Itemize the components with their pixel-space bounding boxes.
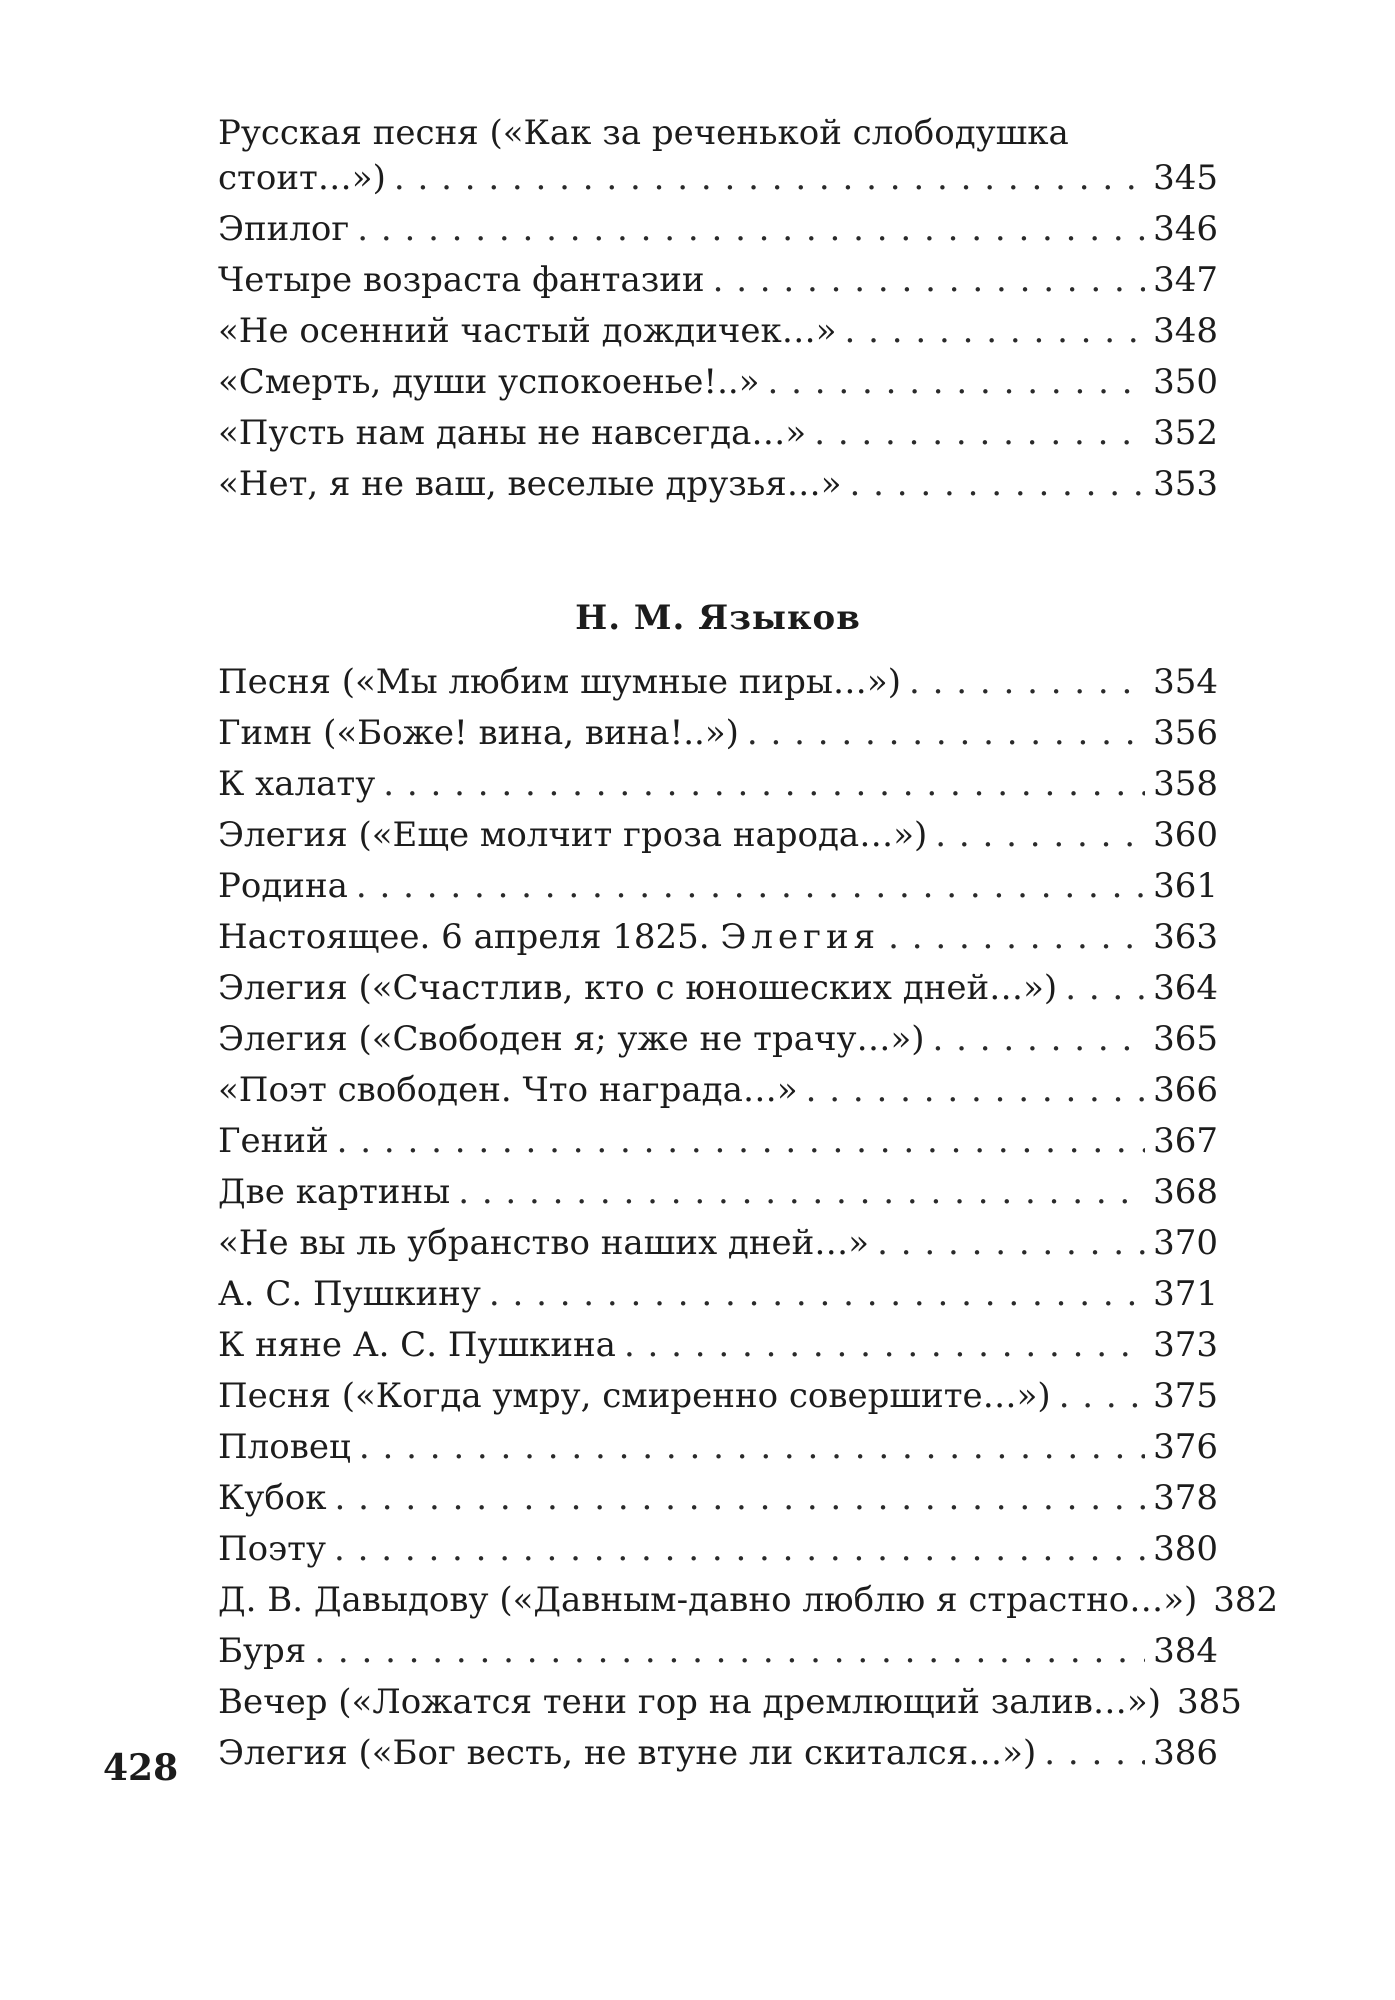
toc-entry-page: 368 [1153,1172,1218,1212]
toc-entry-title-line1: Русская песня («Как за реченькой слободушка [218,113,1069,153]
dot-leader [624,1320,1145,1371]
dot-leader [314,1626,1145,1677]
toc-entry-page: 347 [1153,260,1218,300]
toc-entry[interactable] [218,1065,1218,1116]
toc-entry[interactable] [218,459,1218,510]
dot-leader [814,408,1145,459]
toc-entry-title: Элегия («Еще молчит гроза народа…») [218,815,928,855]
dot-leader [850,459,1146,510]
toc-entry-title: А. С. Пушкину [218,1274,481,1314]
dot-leader [713,255,1146,306]
toc-entry[interactable] [218,810,1218,861]
dot-leader [747,708,1145,759]
toc-entry[interactable] [218,1167,1218,1218]
toc-entry-page: 378 [1153,1478,1218,1518]
toc-entry[interactable] [218,1371,1218,1422]
toc-entry-title: Эпилог [218,209,350,249]
toc-entry[interactable] [218,963,1218,1014]
toc-entry-title: Песня («Когда умру, смиренно совершите…») [218,1376,1051,1416]
toc-entry[interactable] [218,1116,1218,1167]
dot-leader [356,861,1145,912]
toc-entry-page: 384 [1153,1631,1218,1671]
toc-entry-page: 345 [1153,158,1218,198]
toc-entry-title: Элегия («Бог весть, не втуне ли скитался…») [218,1733,1037,1773]
toc-entry-page: 380 [1153,1529,1218,1569]
page-number: 428 [103,1747,179,1789]
toc-entry-page: 348 [1153,311,1218,351]
dot-leader [909,657,1145,708]
toc-entry-page: 367 [1153,1121,1218,1161]
toc-entry[interactable] [218,306,1218,357]
toc-entry-page: 358 [1153,764,1218,804]
dot-leader [489,1269,1145,1320]
toc-section-yazykov [218,657,1279,1779]
dot-leader [394,153,1145,204]
toc-entry-title: «Поэт свободен. Что награда…» [218,1070,798,1110]
toc-entry[interactable] [218,1320,1218,1371]
toc-entry[interactable] [218,1014,1218,1065]
dot-leader [877,1218,1145,1269]
toc-entry-page: 356 [1153,713,1218,753]
toc-entry[interactable] [218,255,1218,306]
toc-entry-title [218,912,880,963]
dot-leader [806,1065,1145,1116]
toc-entry[interactable] [218,708,1218,759]
toc-entry-title: «Не осенний частый дождичек…» [218,311,837,351]
toc-entry[interactable] [218,1524,1218,1575]
toc-entry-title: Пловец [218,1427,351,1467]
toc-entry-title: Кубок [218,1478,327,1518]
toc-entry-page: 375 [1153,1376,1218,1416]
toc-entry-page: 360 [1153,815,1218,855]
toc-entry[interactable] [218,1626,1218,1677]
toc-entry[interactable] [218,113,1218,204]
dot-leader [334,1524,1145,1575]
toc-entry-page: 354 [1153,662,1218,702]
toc-entry[interactable] [218,912,1218,963]
toc-entry-title: «Смерть, души успокоенье!..» [218,362,760,402]
toc-entry-page: 350 [1153,362,1218,402]
toc-entry-title: Буря [218,1631,307,1671]
toc-entry-title: стоит…») [218,158,386,198]
toc-entry-page: 373 [1153,1325,1218,1365]
toc-entry-page: 363 [1153,917,1218,957]
dot-leader [888,912,1145,963]
dot-leader [458,1167,1145,1218]
toc-entry[interactable] [218,1218,1218,1269]
toc-entry[interactable] [218,204,1218,255]
toc-entry[interactable] [218,1269,1218,1320]
dot-leader [383,759,1145,810]
dot-leader [1044,1728,1145,1779]
toc-entry-page: 376 [1153,1427,1218,1467]
toc-entry-title: «Не вы ль убранство наших дней…» [218,1223,870,1263]
dot-leader [935,810,1145,861]
toc-entry-page: 386 [1153,1733,1218,1773]
toc-entry-page: 352 [1153,413,1218,453]
toc-entry-title: Гений [218,1121,329,1161]
toc-entry[interactable] [218,408,1218,459]
toc-entry-page: 364 [1153,968,1218,1008]
toc-entry-title-main: Настоящее. 6 апреля 1825. [218,917,721,957]
toc-entry-page: 353 [1153,464,1218,504]
toc-entry-page: 361 [1153,866,1218,906]
toc-entry-title: Четыре возраста фантазии [218,260,705,300]
toc-entry-title: Родина [218,866,348,906]
toc-entry-title: Д. В. Давыдову («Давным-давно люблю я страстно…») [218,1580,1198,1620]
dot-leader [359,1422,1145,1473]
toc-entry-title: Песня («Мы любим шумные пиры…») [218,662,901,702]
toc-entry-title: Элегия («Свободен я; уже не трачу…») [218,1019,925,1059]
toc-entry-title: Гимн («Боже! вина, вина!..») [218,713,739,753]
toc-entry[interactable] [218,759,1218,810]
dot-leader [335,1473,1146,1524]
toc-entry-page: 371 [1153,1274,1218,1314]
toc-entry-page: 385 [1177,1682,1242,1722]
toc-entry-title: К няне А. С. Пушкина [218,1325,616,1365]
toc-entry[interactable] [218,1473,1218,1524]
toc-entry-page: 365 [1153,1019,1218,1059]
toc-entry-title: «Пусть нам даны не навсегда…» [218,413,807,453]
toc-entry[interactable] [218,357,1218,408]
toc-entry-title-spaced: Элегия [720,917,881,957]
toc-entry-title: К халату [218,764,376,804]
toc-entry-title: Элегия («Счастлив, кто с юношеских дней…») [218,968,1058,1008]
toc-entry[interactable] [218,861,1218,912]
toc-entry-title: Поэту [218,1529,326,1569]
toc-entry[interactable] [218,657,1218,708]
toc-entry[interactable] [218,1728,1218,1779]
toc-entry[interactable] [218,1575,1279,1626]
dot-leader [1065,963,1145,1014]
toc-entry-page: 346 [1153,209,1218,249]
dot-leader [1059,1371,1145,1422]
toc-entry[interactable] [218,1677,1242,1728]
toc-entry-page: 366 [1153,1070,1218,1110]
toc-entry-title: Вечер («Ложатся тени гор на дремлющий залив…») [218,1682,1161,1722]
dot-leader [337,1116,1145,1167]
dot-leader [768,357,1146,408]
toc-entry-page: 382 [1213,1580,1279,1620]
dot-leader [933,1014,1146,1065]
toc-entry-title: «Нет, я не ваш, веселые друзья…» [218,464,842,504]
toc-section-continued [218,113,1218,510]
toc-entry-title: Две картины [218,1172,451,1212]
dot-leader [845,306,1146,357]
toc-entry[interactable] [218,1422,1218,1473]
dot-leader [357,204,1145,255]
author-heading: Н. М. Языков [575,598,861,638]
toc-entry-page: 370 [1153,1223,1218,1263]
